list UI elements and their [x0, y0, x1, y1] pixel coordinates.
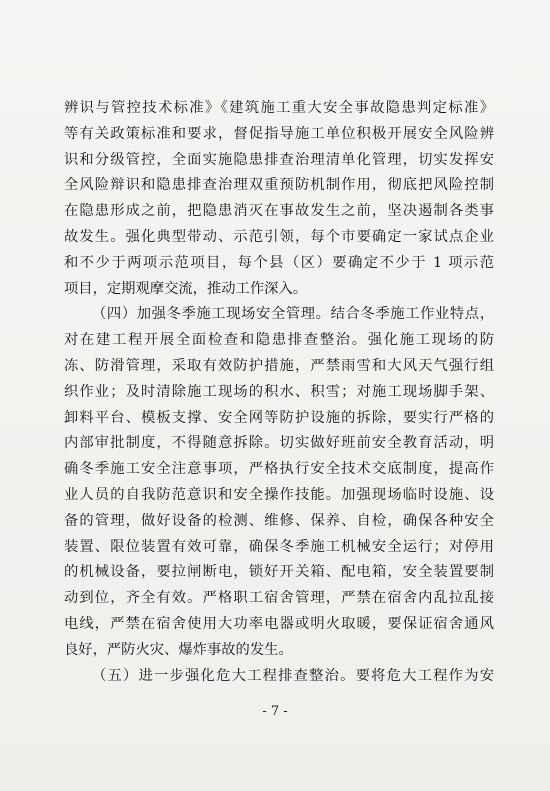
text-line: 确冬季施工安全注意事项，严格执行安全技术交底制度，提高作 — [64, 461, 494, 478]
document-body — [64, 96, 494, 689]
text-line: 项目，定期观摩交流，推动工作深入。 — [64, 280, 308, 297]
text-line: 识和分级管控，全面实施隐患排查治理清单化管理，切实发挥安 — [64, 151, 494, 168]
text-line: 卸料平台、模板支撑、安全网等防护设施的拆除，要实行严格的 — [64, 409, 494, 426]
page-number: - 7 - — [262, 704, 288, 719]
text-line: 业人员的自我防范意识和安全操作技能。加强现场临时设施、设 — [64, 486, 494, 503]
text-line: 电线，严禁在宿舍使用大功率电器或明火取暖，要保证宿舍通风 — [64, 615, 494, 632]
text-line: 织作业；及时清除施工现场的积水、积雪；对施工现场脚手架、 — [64, 383, 494, 400]
text-line: 辨识与管控技术标准》《建筑施工重大安全事故隐患判定标准》 — [64, 100, 494, 116]
text-line: 在隐患形成之前，把隐患消灭在事故发生之前，坚决遏制各类事 — [64, 203, 494, 220]
text-line: 冻、防滑管理，采取有效防护措施，严禁雨雪和大风天气强行组 — [64, 357, 494, 374]
text-line: 等有关政策标准和要求，督促指导施工单位积极开展安全风险辨 — [64, 125, 494, 142]
text-line: 对在建工程开展全面检查和隐患排查整治。强化施工现场的防 — [64, 332, 494, 349]
text-line: 内部审批制度，不得随意拆除。切实做好班前安全教育活动，明 — [64, 435, 494, 452]
text-line: 装置、限位装置有效可靠，确保冬季施工机械安全运行；对停用 — [64, 538, 494, 555]
section-heading-line: （五）进一步强化危大工程排查整治。要将危大工程作为安 — [92, 667, 494, 684]
text-line: 备的管理，做好设备的检测、维修、保养、自检，确保各种安全 — [64, 512, 494, 529]
text-line: 故发生。强化典型带动、示范引领，每个市要确定一家试点企业 — [64, 228, 494, 245]
text-line: 动到位，齐全有效。严格职工宿舍管理，严禁在宿舍内乱拉乱接 — [64, 590, 494, 607]
text-line: 的机械设备，要拉闸断电，锁好开关箱、配电箱，安全装置要制 — [64, 564, 494, 581]
text-line: 良好，严防火灾、爆炸事故的发生。 — [64, 641, 293, 658]
text-line: 全风险辩识和隐患排查治理双重预防机制作用，彻底把风险控制 — [64, 177, 494, 194]
section-heading-line: （四）加强冬季施工现场安全管理。结合冬季施工作业特点， — [92, 306, 494, 323]
text-line: 和不少于两项示范项目，每个县（区）要确定不少于 1 项示范 — [64, 254, 494, 271]
